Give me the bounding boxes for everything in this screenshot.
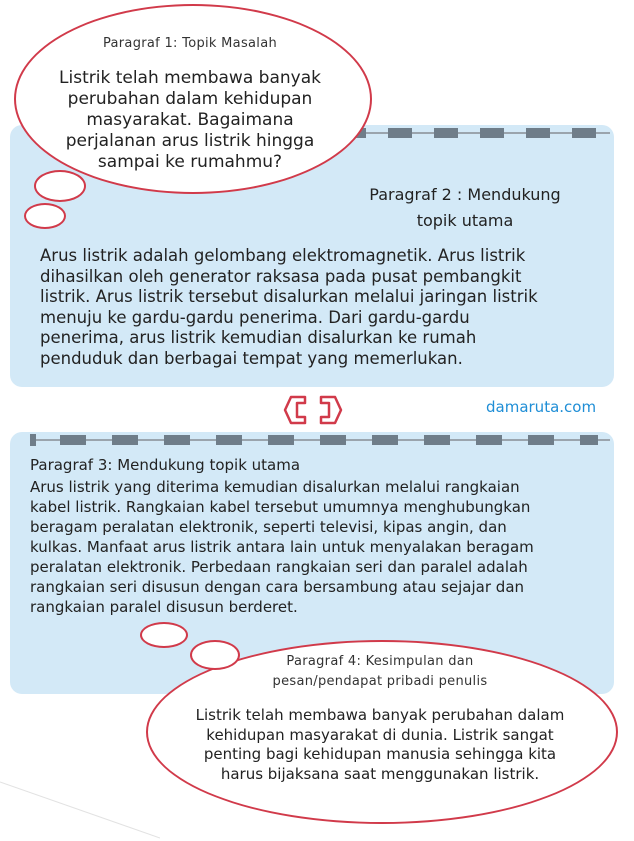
paragraph-1-heading: Paragraf 1: Topik Masalah bbox=[102, 36, 278, 51]
bubble-tail-small-4 bbox=[140, 622, 188, 648]
page-corner-line bbox=[0, 780, 160, 841]
cable-decoration-top bbox=[330, 125, 610, 141]
paragraph-2-heading: Paragraf 2 : Mendukung topik utama bbox=[369, 185, 561, 230]
paragraph-1-text: Listrik telah membawa banyak perubahan dalam kehidupan masyarakat. Bagaimana perjalanan arus listrik hingga sampai ke rumahmu? bbox=[59, 68, 321, 172]
paragraph-3-heading: Paragraf 3: Mendukung topik utama bbox=[30, 456, 301, 474]
paragraph-4-text: Listrik telah membawa banyak perubahan dalam kehidupan masyarakat di dunia. Listrik sangat penting bagi kehidupan manusia sehingga kita harus bijaksana saat menggunakan listrik. bbox=[195, 706, 565, 783]
bubble-tail-small bbox=[24, 203, 66, 229]
paragraph-2-text: Arus listrik adalah gelombang elektromagnetik. Arus listrik dihasilkan oleh generator raksasa pada pusat pembangkit listrik. Arus listrik tersebut disalurkan melalui jaringan listrik menuju ke gardu-gardu penerima. Dari gardu-gardu penerima, arus listrik kemudian disalurkan ke rumah penduduk dan berbagai tempat yang memerlukan. bbox=[40, 246, 538, 368]
connector-arrows-icon bbox=[283, 393, 343, 427]
bubble-tail-large-4 bbox=[190, 640, 240, 670]
watermark: damaruta.com bbox=[486, 398, 597, 416]
cable-decoration-middle bbox=[30, 432, 610, 448]
bubble-tail-large bbox=[34, 170, 86, 202]
paragraph-3-text: Arus listrik yang diterima kemudian disalurkan melalui rangkaian kabel listrik. Rangkaian kabel tersebut umumnya menghubungkan beragam peralatan elektronik, seperti televisi, kipas angin, dan kulkas. Manfaat arus listrik antara lain untuk menyalakan beragam peralatan elektronik. Perbedaan rangkaian seri dan paralel adalah rangkaian seri disusun dengan cara bersambung atau sejajar dan rangkaian paralel disusun berderet. bbox=[30, 478, 534, 616]
paragraph-4-heading: Paragraf 4: Kesimpulan dan pesan/pendapat pribadi penulis bbox=[272, 654, 488, 689]
